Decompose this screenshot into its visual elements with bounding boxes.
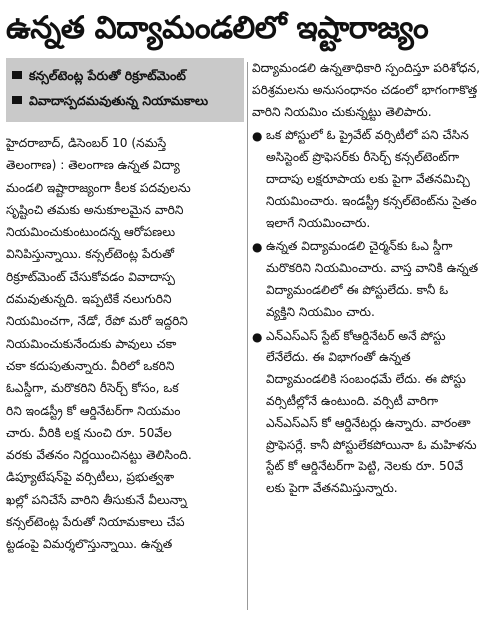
highlight-item bbox=[10, 66, 238, 85]
highlight-item bbox=[10, 91, 238, 110]
highlight-text: వివాదాస్పదమవుతున్న నియామకాలు bbox=[29, 93, 209, 108]
bullet-dot-icon: ● bbox=[252, 240, 263, 255]
right-column bbox=[252, 58, 480, 502]
bullet-dot-icon: ● bbox=[252, 129, 263, 144]
bullet-item bbox=[252, 326, 480, 500]
highlight-text: కన్సల్‌టెంట్ల పేరుతో రిక్రూట్‌మెంట్ bbox=[29, 68, 186, 83]
bullet-text: ఒక పోస్టులో ఓ ప్రైవేట్ వర్సిటీలో పని చేసిన అసిస్టెంట్ ప్రొఫెసర్‌కు రీసెర్చ్ కన్సల్‌టెంట్‌గా దాదాపు లక్షరూపాయ లకు పైగా వేతనమిచ్చి నియమించారు. ఇండస్ట్రీ కన్సల్‌టెంట్‌ను సైతం ఇలాగే నియమించారు. bbox=[266, 128, 477, 230]
body-line: కన్సల్‌టెంట్ల పేరుతో నియామకాలు చేప bbox=[6, 515, 185, 530]
body-line: రిక్రూట్‌మెంట్ చేసుకోవడం వివాదాస్ప bbox=[6, 269, 175, 284]
body-line: చారు. వీరికి లక్ష నుంచి రూ. 50వేల bbox=[6, 425, 172, 440]
highlight-box bbox=[6, 58, 244, 122]
body-line: తెలంగాణ) : తెలంగాణ ఉన్నత విద్యా bbox=[6, 158, 180, 173]
body-line: మండలి ఇష్టారాజ్యంగా కీలక పదవులను bbox=[6, 180, 191, 195]
body-line: హైదరాబాద్, డిసెంబర్ 10 (నమస్తే bbox=[6, 136, 167, 150]
body-line: రిని ఇండస్ట్రీ కో ఆర్డినేటర్‌గా నియమం bbox=[6, 403, 181, 418]
body-line: డిప్యూటేషన్‌పై వర్సిటీలు, ప్రభుత్వశా bbox=[6, 470, 175, 485]
square-bullet-icon bbox=[12, 71, 22, 79]
body-line: నియమించుకునేందుకు పావులు చకా bbox=[6, 336, 177, 351]
headline: ఉన్నత విద్యామండలిలో ఇష్టారాజ్యం bbox=[6, 10, 429, 46]
body-line: ఖల్లో పనిచేసే వారిని తీసుకునే వీలున్నా bbox=[6, 492, 187, 507]
bullet-item bbox=[252, 125, 480, 234]
left-column bbox=[6, 58, 244, 556]
body-line: వరకు వేతనం నిర్ణయించినట్టు తెలిసింది. bbox=[6, 448, 192, 463]
body-paragraph-continued: విద్యామండలి ఉన్నతాధికారి స్పందిస్తూ పరిశోధన, పరిశ్రమలను అనుసంధానం చడంలో భాగంగాకొత్త వారిని నియమిం చుకున్నట్టు తెలిపారు. bbox=[252, 61, 480, 119]
body-line: నియమించగా, నేడో, రేపో మరో ఇద్దరిని bbox=[6, 314, 188, 329]
bullet-text: ఉన్నత విద్యామండలి చైర్మన్‌కు ఓఎ స్డీగా మరొకరిని నియమించారు. వాస్త వానికి ఉన్నత విద్యామండలిలో ఈ పోస్టులేదు. కానీ ఓ వ్యక్తిని నియమిం చారు. bbox=[266, 239, 479, 319]
body-line: ట్టడంపై విమర్శలొస్తున్నాయి. ఉన్నత bbox=[6, 537, 173, 552]
square-bullet-icon bbox=[12, 96, 22, 104]
column-divider bbox=[247, 62, 248, 610]
body-line: నియమించుకుంటుందన్న ఆరోపణలు bbox=[6, 225, 176, 240]
bullet-text: ఎన్‌ఎస్‌ఎస్ స్టేట్ కోఆర్డినేటర్ అనే పోస్టు లేనేలేదు. ఈ విభాగంతో ఉన్నత విద్యామండలికి సంబంధమే లేదు. ఈ పోస్టు వర్సిటీల్లోనే ఉంటుంది. వర్సిటీ వారిగా ఎన్‌ఎస్‌ఎస్ కో ఆర్డినేటర్లు ఉన్నారు. వారంతా ప్రొఫెసర్లే. కానీ పోస్టులేకపోయినా ఓ మహిళను స్టేట్ కో ఆర్డినేటర్‌గా పెట్టి, నెలకు రూ. 50వే లకు పైగా వేతనమిస్తున్నారు. bbox=[266, 328, 477, 496]
body-line: ఓఎస్డీగా, మరొకరిని రీసెర్చ్ కోసం, ఒక bbox=[6, 381, 179, 396]
body-line: చకా కదుపుతున్నారు. వీరిలో ఒకరిని bbox=[6, 358, 175, 373]
body-paragraph bbox=[6, 132, 244, 556]
body-line: దమవుతున్నది. ఇప్పటికే నలుగురిని bbox=[6, 292, 172, 307]
body-line: వినిపిస్తున్నాయి. కన్సల్‌టెంట్ల పేరుతో bbox=[6, 247, 174, 262]
body-line: సృష్టించి తమకు అనుకూలమైన వారిని bbox=[6, 202, 184, 217]
bullet-dot-icon: ● bbox=[252, 329, 263, 344]
bullet-item bbox=[252, 236, 480, 323]
